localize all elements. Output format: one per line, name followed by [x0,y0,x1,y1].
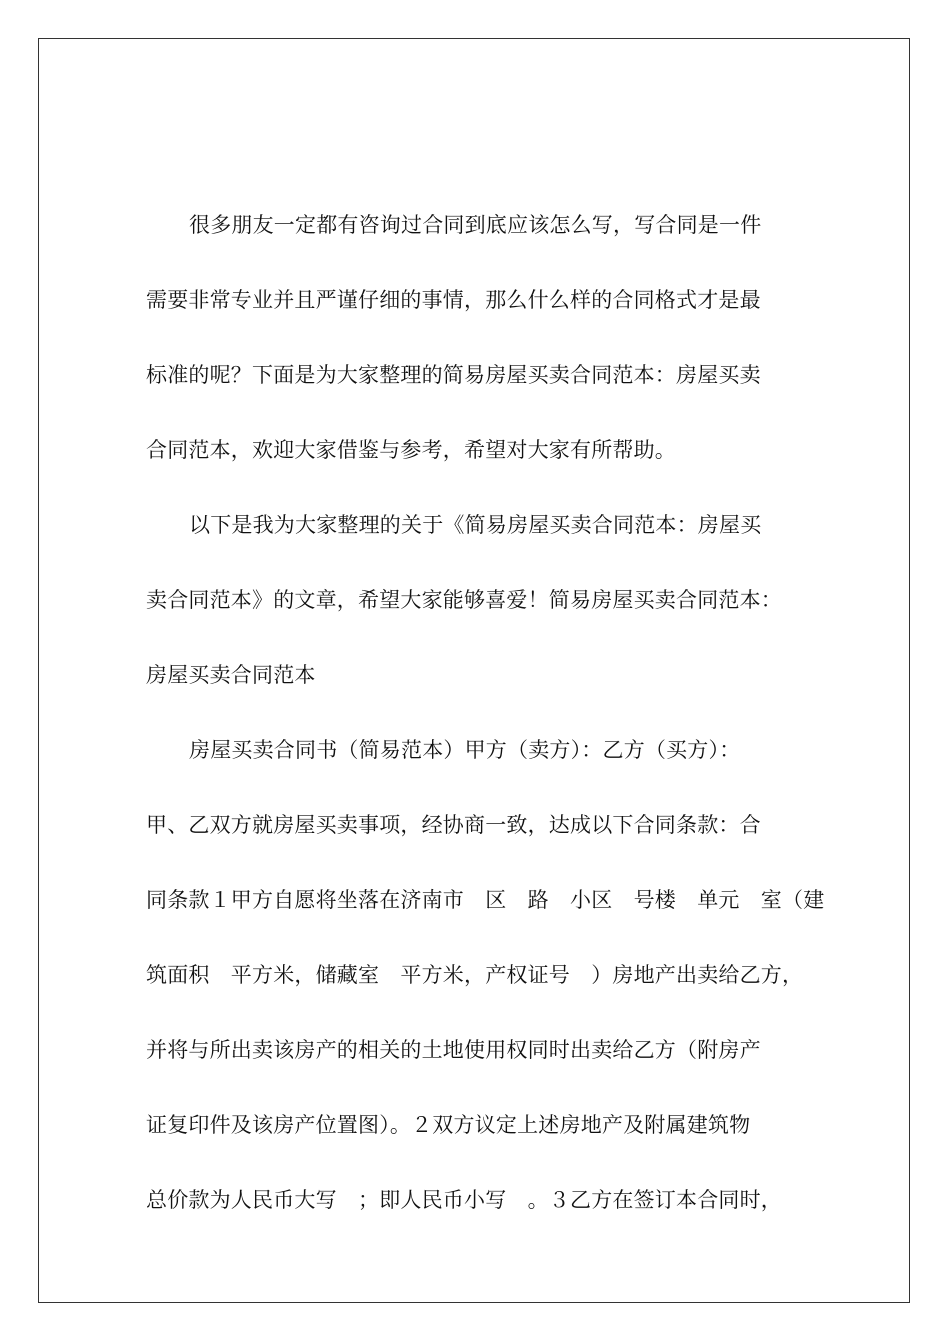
paragraph-3-line-1: 房屋买卖合同书（简易范本）甲方（卖方）：乙方（买方）： [189,738,741,762]
paragraph-3-line-2: 甲、乙双方就房屋买卖事项，经协商一致，达成以下合同条款：合 [146,813,761,837]
paragraph-1-line-3: 标准的呢？下面是为大家整理的简易房屋买卖合同范本：房屋买卖 [146,363,761,387]
paragraph-1-line-4: 合同范本，欢迎大家借鉴与参考，希望对大家有所帮助。 [146,438,676,462]
paragraph-3-line-5: 并将与所出卖该房产的相关的土地使用权同时出卖给乙方（附房产 [146,1038,761,1062]
paragraph-2-line-1: 以下是我为大家整理的关于《简易房屋买卖合同范本：房屋买 [189,513,762,537]
paragraph-2-line-3: 房屋买卖合同范本 [146,663,316,687]
paragraph-3-line-6: 证复印件及该房产位置图）。２双方议定上述房地产及附属建筑物 [146,1113,751,1137]
paragraph-3-line-4: 筑面积 平方米，储藏室 平方米，产权证号 ）房地产出卖给乙方， [146,963,804,987]
paragraph-1-line-2: 需要非常专业并且严谨仔细的事情，那么什么样的合同格式才是最 [146,288,761,312]
paragraph-2-line-2: 卖合同范本》的文章，希望大家能够喜爱！简易房屋买卖合同范本： [146,588,782,612]
paragraph-3-line-3: 同条款１甲方自愿将坐落在济南市 区 路 小区 号楼 单元 室（建 [146,888,825,912]
paragraph-3-line-7: 总价款为人民币大写 ；即人民币小写 。３乙方在签订本合同时， [146,1188,782,1212]
paragraph-1-line-1: 很多朋友一定都有咨询过合同到底应该怎么写，写合同是一件 [189,213,762,237]
